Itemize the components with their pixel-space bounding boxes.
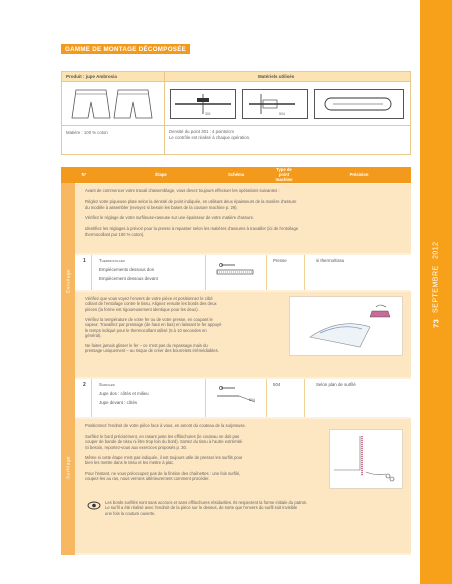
materials-midline: [62, 125, 410, 126]
step2-note-b3: Si besoin, reportez-vous aux exercices proposés p. 30.: [85, 444, 187, 450]
step1-note-c1: Ne faites jamais glisser le fer – ce n'est pas du repassage mais du: [85, 343, 208, 348]
step2-note-a1: Positionnez l'endroit de votre pièce face à vous, en amont du couteau de la surjeteuse.: [85, 423, 246, 428]
step2-divider-2: [205, 379, 206, 417]
section-entoilage: [61, 183, 75, 379]
step2-note-e3: une fois la couture ouverte.: [105, 510, 156, 516]
intro-p2-l1: Réglez votre piqueuse plate selon la densité de point indiquée, en utilisant deux épaisseurs de la matière d'assure: [85, 199, 297, 204]
step1-title: Thermocoller: [99, 258, 125, 263]
step1-sub1: Empiècements dessous dos: [99, 267, 154, 272]
skirt-illustration-icon: [70, 86, 158, 122]
header-schema: Schéma: [227, 172, 245, 177]
step1-note-a3: pièces (la forme est rigoureusement identique pour les deux).: [85, 306, 199, 312]
materials-divider: [164, 72, 165, 154]
materials-table: [61, 71, 411, 155]
side-year: 2012: [432, 241, 440, 260]
header-type-2: point: [278, 171, 290, 177]
surfiler-schema-icon: [211, 382, 263, 410]
step1-number: 1: [83, 258, 86, 264]
product-label: Produit : jupe Ambrosia: [66, 74, 117, 79]
intro-p4-l2: thermocollant pur 100 % coton).: [85, 231, 145, 237]
eye-icon: [87, 501, 101, 510]
step2-divider-4: [304, 379, 305, 417]
page-number: 73: [431, 318, 441, 329]
step1-type: Presse: [273, 258, 287, 263]
step2-note-e1: Les bords surfilés sont sans accrocs et sans effilochures résiduelles. Ils respectent la forme initiale du patron.: [105, 500, 308, 505]
step2-title: Surfiler: [99, 382, 115, 387]
buttonhole-box: [314, 89, 404, 119]
intro-p4-l1: Identifiez les réglages à prévoir pour la presse à repasser selon les matières d'assures à travailler (ici de l'entoilage: [85, 226, 299, 231]
step2-sub2: Jupe devant : côtés: [99, 400, 138, 405]
overlock-fabric-icon: [330, 430, 402, 488]
step1-divider-1: [91, 255, 92, 290]
step2-number: 2: [83, 382, 86, 388]
stitch-301-label: 301: [205, 112, 211, 116]
step1-divider-3: [266, 255, 267, 290]
stitch-504-label: 504: [279, 112, 285, 116]
overlock-illustration: [329, 429, 403, 489]
intro-p2-l2: du modèle à assembler (revoyez si besoin les bases de la couture machine p. 29).: [85, 204, 238, 210]
step1-note-b3: le temps indiqué pour le thermocollant utilisé (5 à 10 secondes en: [85, 327, 207, 333]
header-etape: Étape: [155, 172, 167, 177]
section-title: GAMME DE MONTAGE DÉCOMPOSÉE: [61, 44, 190, 54]
step1-sub2: Empiècement dessous devant: [99, 276, 158, 281]
step1-precision: si thermo/tissu: [316, 258, 345, 263]
control-note: Le contrôle est réalisé à chaque opération.: [169, 135, 251, 140]
header-type-3: machine: [275, 176, 293, 182]
step2-type: 504: [273, 382, 281, 387]
step2-note-b2: couper de bande de tissu ni être trop loin du bord). Sortez du tissu à l'autre extrémité.: [85, 439, 244, 445]
intro-p3: Vérifiez le réglage de votre surfileuse-raseuse sur une épaisseur de votre matière d'assure.: [85, 215, 255, 220]
assembly-table: [61, 167, 411, 555]
buttonhole-icon: [315, 90, 403, 118]
iron-illustration: [289, 296, 403, 356]
step2-note-e2: Le surfil a été réalisé avec l'endroit de la pièce sur le dessus, de sorte que l'envers du surfil soit invisible: [105, 505, 298, 511]
step2-note-c1: Même si cette étape n'est pas indiquée, il est toujours utile de presser les surfils pour: [85, 455, 243, 460]
section-entoilage-label: Entoilage: [65, 268, 71, 294]
header-type-1: Type de: [276, 167, 292, 172]
fabric-composition: Matière : 100 % coton: [66, 130, 108, 135]
step1-note-a1: Vérifiez que vous voyez l'envers de votre pièce et positionnez le côté: [85, 296, 213, 301]
stitch-504-icon: [243, 90, 307, 118]
section-surfilage: [61, 379, 75, 555]
step2-note-d2: coupez-les au ras, nous verrons ultérieurement comment procéder.: [85, 476, 210, 482]
iron-press-icon: [290, 297, 402, 355]
side-label: [426, 225, 446, 345]
step2-sub1: Jupe dos : côtés et milieu: [99, 391, 149, 396]
stitch-504-box: [242, 89, 308, 119]
stitch-301-box: [170, 89, 236, 119]
step2-schema-label: 504: [249, 398, 255, 402]
header-precision: Précision: [349, 172, 369, 177]
step2-note-b1: Surfilez le bord précisément, en rasant juste les effilochures (le couteau ne doit pas: [85, 434, 240, 439]
side-month: SEPTEMBRE: [432, 265, 440, 313]
step1-note-b4: général).: [85, 332, 102, 338]
step1-divider-2: [205, 255, 206, 290]
step2-note-d1: Pour l'instant, ne vous préoccupez pas de la finition des chaînettes : une fois surfilé,: [85, 471, 241, 476]
step2-divider-3: [266, 379, 267, 417]
step2-divider-1: [91, 379, 92, 417]
step1-note-c2: pressage uniquement – au risque de créer des bourrelets irrémédiables.: [85, 348, 219, 354]
step2-precision: Selon plan de surfilé: [316, 382, 356, 387]
intro-p1: Avant de commencer votre travail d'assemblage, vous devez toujours effectuer les opérations suivantes :: [85, 188, 280, 193]
header-num: N°: [81, 172, 87, 177]
step1-note-b2: vapeur. Travaillez par pressage (de haut en bas) en laissant le fer appuyé: [85, 322, 222, 328]
materials-label: Matériels utilisés: [258, 74, 295, 79]
table-header: [61, 167, 411, 183]
thermocoller-schema-icon: [211, 260, 261, 280]
materials-header: [62, 72, 410, 82]
section-surfilage-label: Surfilage: [65, 455, 71, 479]
step1-divider-4: [304, 255, 305, 290]
stitch-density: Densité du point 301 : 4 points/cm: [169, 129, 234, 134]
step1-note-b1: Vérifiez la température de votre fer ou de votre presse, en coupant le: [85, 317, 213, 322]
step1-note-a2: collant de l'entoilage contre le tissu. Alignez ensuite les bords des deux: [85, 301, 217, 307]
step2-note-c2: bien les mettre dans le tissu et les mettre à plat.: [85, 460, 174, 466]
stitch-301-icon: [171, 90, 235, 118]
